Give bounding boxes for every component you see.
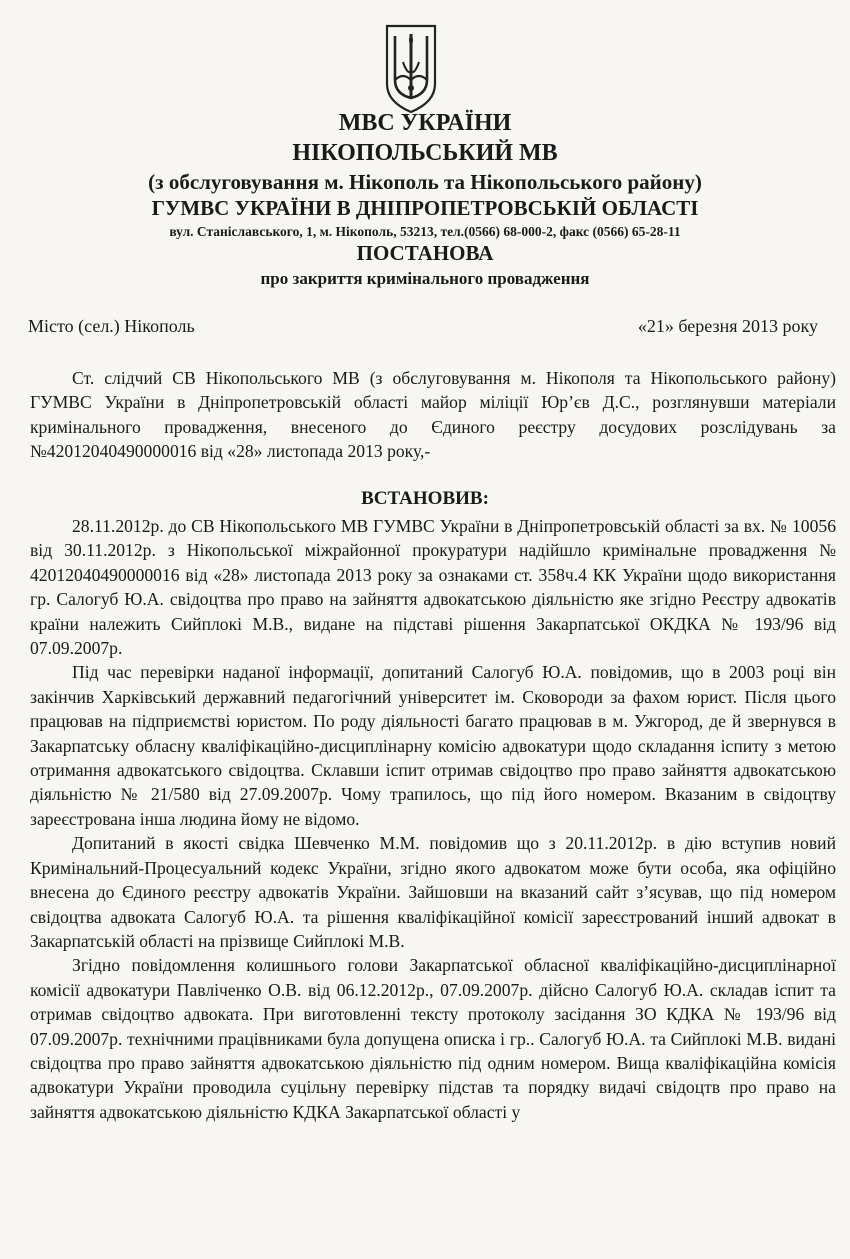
- document-place: Місто (сел.) Нікополь: [28, 316, 195, 336]
- contact-address: вул. Станіславського, 1, м. Нікополь, 53213, тел.(0566) 68-000-2, факс (0566) 65-28-11: [169, 224, 681, 239]
- regional-directorate: ГУМВС УКРАЇНИ В ДНІПРОПЕТРОВСЬКІЙ ОБЛАСТІ: [151, 196, 699, 220]
- findings-paragraph: Під час перевірки наданої інформації, допитаний Салогуб Ю.А. повідомив, що в 2003 році він закінчив Харківський державний педагогічний університет ім. Сковороди за фахом юрист. Після цього працював на підприємстві юристом. По роду діяльності багато працював в м. Ужгород, де й звернувся в Закарпатську обласну кваліфікаційно-дисциплінарну комісію адвокатури щодо складання іспиту з метою отримання адвокатського свідоцтва. Склавши іспит отримав свідоцтво про право зайняття адвокатською діяльністю № 21/580 від 27.09.2007р. Чому трапилось, що під його номером. Вказаним в свідоцтву зареєстрована інша людина йому не відомо.: [30, 662, 836, 829]
- findings-paragraph: Допитаний в якості свідка Шевченко М.М. повідомив що з 20.11.2012р. в дію вступив новий Кримінальний-Процесуальний кодекс України, згідно якого адвокатом може бути особа, яка офіційно внесена до Єдиного реєстру адвокатів України. Зайшовши на вказаний сайт з’ясував, що під номером свідоцтва адвоката Салогуб Ю.А. та рішення кваліфікаційної комісії зареєстрований інший адвокат в Закарпатській області на прізвище Сийплокі М.В.: [30, 833, 836, 951]
- intro-section: [30, 366, 836, 464]
- ministry-title: МВС УКРАЇНИ: [338, 110, 512, 136]
- document-type: ПОСТАНОВА: [356, 241, 494, 265]
- findings-paragraph: Згідно повідомлення колишнього голови Закарпатської обласної кваліфікаційно-дисциплінарної комісії адвокатури Павліченко О.В. від 06.12.2012р., 07.09.2007р. дійсно Салогуб Ю.А. складав іспит та отримав свідоцтво адвоката. При виготовленні тексту протоколу засідання ЗО КДКА № 193/96 від 07.09.2007р. технічними працівниками була допущена описка і гр.. Салогуб Ю.А. та Сийплокі М.В. видані свідоцтва про право зайняття адвокатською діяльністю під одним номером. Вища кваліфікаційна комісія адвокатури України проводила суцільну перевірку підстав та порядку видачі свідоцтв про право на зайняття адвокатською діяльністю КДКА Закарпатської області у: [30, 955, 836, 1122]
- department-scope: (з обслуговування м. Нікополь та Нікопольського району): [148, 170, 702, 194]
- trident-emblem-icon: [383, 22, 439, 114]
- document-date: «21» березня 2013 року: [637, 316, 818, 336]
- intro-paragraph: Ст. слідчий СВ Нікопольського МВ (з обслуговування м. Нікополя та Нікопольського району) ГУМВС України в Дніпропетровській області майор міліції Юр’єв Д.С., розглянувши матеріали кримінального провадження, внесеного до Єдиного реєстру досудових розслідувань за №42012040490000016 від «28» листопада 2013 року,-: [30, 368, 836, 462]
- document-subject: про закриття кримінального провадження: [260, 269, 590, 288]
- findings-section: [30, 514, 836, 1124]
- section-title: ВСТАНОВИВ:: [361, 488, 489, 509]
- findings-paragraph: 28.11.2012р. до СВ Нікопольського МВ ГУМВС України в Дніпропетровській області за вх. № 10056 від 30.11.2012р. з Нікопольської міжрайонної прокуратури надійшло кримінальне провадження № 42012040490000016 від «28» листопада 2013 року за ознаками ст. 358ч.4 КК України щодо використання гр. Салогуб Ю.А. свідоцтва про право на зайняття адвокатською діяльністю яке згідно Реєстру адвокатів країни належить Сийплокі М.В., видане на підставі рішення Закарпатської ОКДКА № 193/96 від 07.09.2007р.: [30, 516, 836, 659]
- department-title: НІКОПОЛЬСЬКИЙ МВ: [292, 140, 558, 166]
